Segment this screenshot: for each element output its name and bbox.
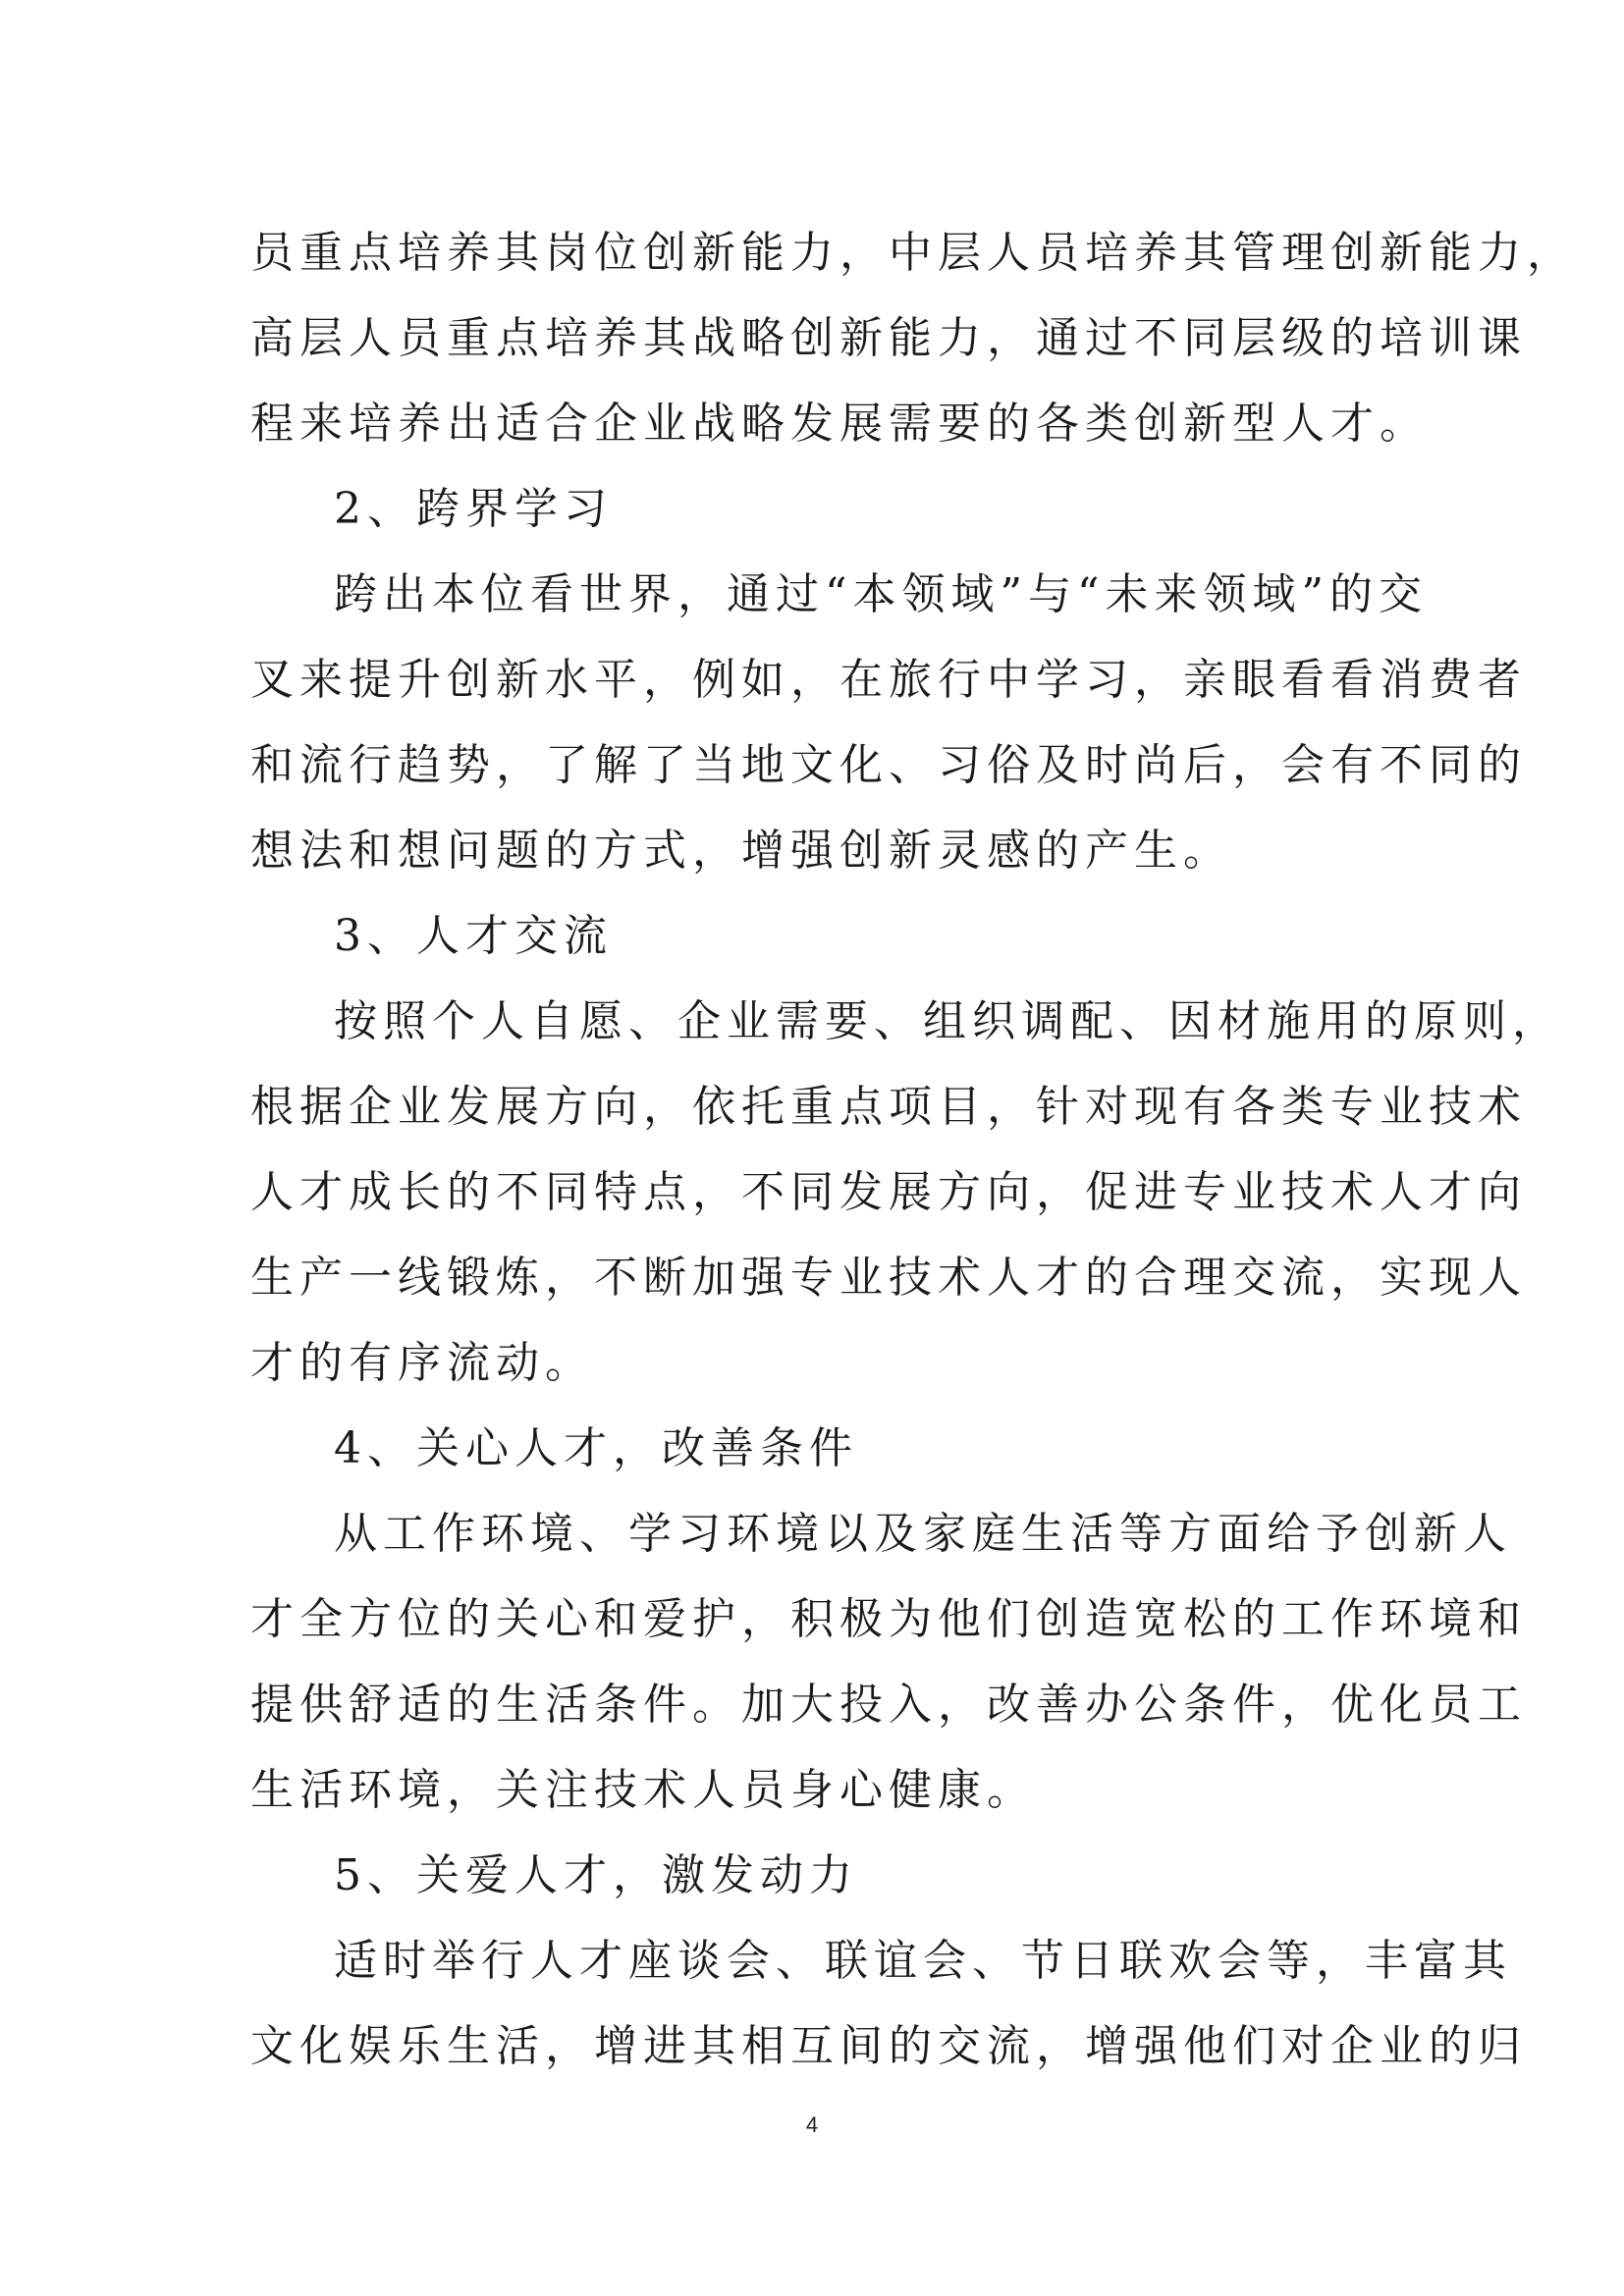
body-line: 和流行趋势，了解了当地文化、习俗及时尚后，会有不同的 [250, 740, 1527, 790]
section-heading: 3、人才交流 [334, 911, 613, 961]
body-line: 提供舒适的生活条件。加大投入，改善办公条件，优化员工 [250, 1680, 1527, 1730]
body-line: 才的有序流动。 [250, 1338, 594, 1388]
body-line: 生产一线锻炼，不断加强专业技术人才的合理交流，实现人 [250, 1253, 1527, 1303]
body-line: 从工作环境、学习环境以及家庭生活等方面给予创新人 [334, 1509, 1512, 1559]
body-line: 适时举行人才座谈会、联谊会、节日联欢会等，丰富其 [334, 1936, 1512, 1986]
body-line: 员重点培养其岗位创新能力，中层人员培养其管理创新能力， [250, 228, 1576, 278]
body-line: 叉来提升创新水平，例如，在旅行中学习，亲眼看看消费者 [250, 655, 1527, 705]
section-heading: 5、关爱人才，激发动力 [334, 1850, 858, 1900]
body-line: 跨出本位看世界，通过“本领域”与“未来领域”的交 [334, 569, 1428, 619]
body-line: 文化娱乐生活，增进其相互间的交流，增强他们对企业的归 [250, 2021, 1527, 2071]
body-line: 程来培养出适合企业战略发展需要的各类创新型人才。 [250, 399, 1429, 449]
body-line: 才全方位的关心和爱护，积极为他们创造宽松的工作环境和 [250, 1594, 1527, 1644]
section-heading: 2、跨界学习 [334, 484, 613, 534]
body-line: 生活环境，关注技术人员身心健康。 [250, 1765, 1036, 1815]
body-line: 想法和想问题的方式，增强创新灵感的产生。 [250, 826, 1232, 876]
section-heading: 4、关心人才，改善条件 [334, 1423, 858, 1473]
body-line: 按照个人自愿、企业需要、组织调配、因材施用的原则， [334, 996, 1561, 1046]
body-line: 根据企业发展方向，依托重点项目，针对现有各类专业技术 [250, 1082, 1527, 1132]
page-number: 4 [805, 2112, 819, 2137]
body-line: 人才成长的不同特点，不同发展方向，促进专业技术人才向 [250, 1167, 1527, 1217]
body-line: 高层人员重点培养其战略创新能力，通过不同层级的培训课 [250, 313, 1527, 363]
